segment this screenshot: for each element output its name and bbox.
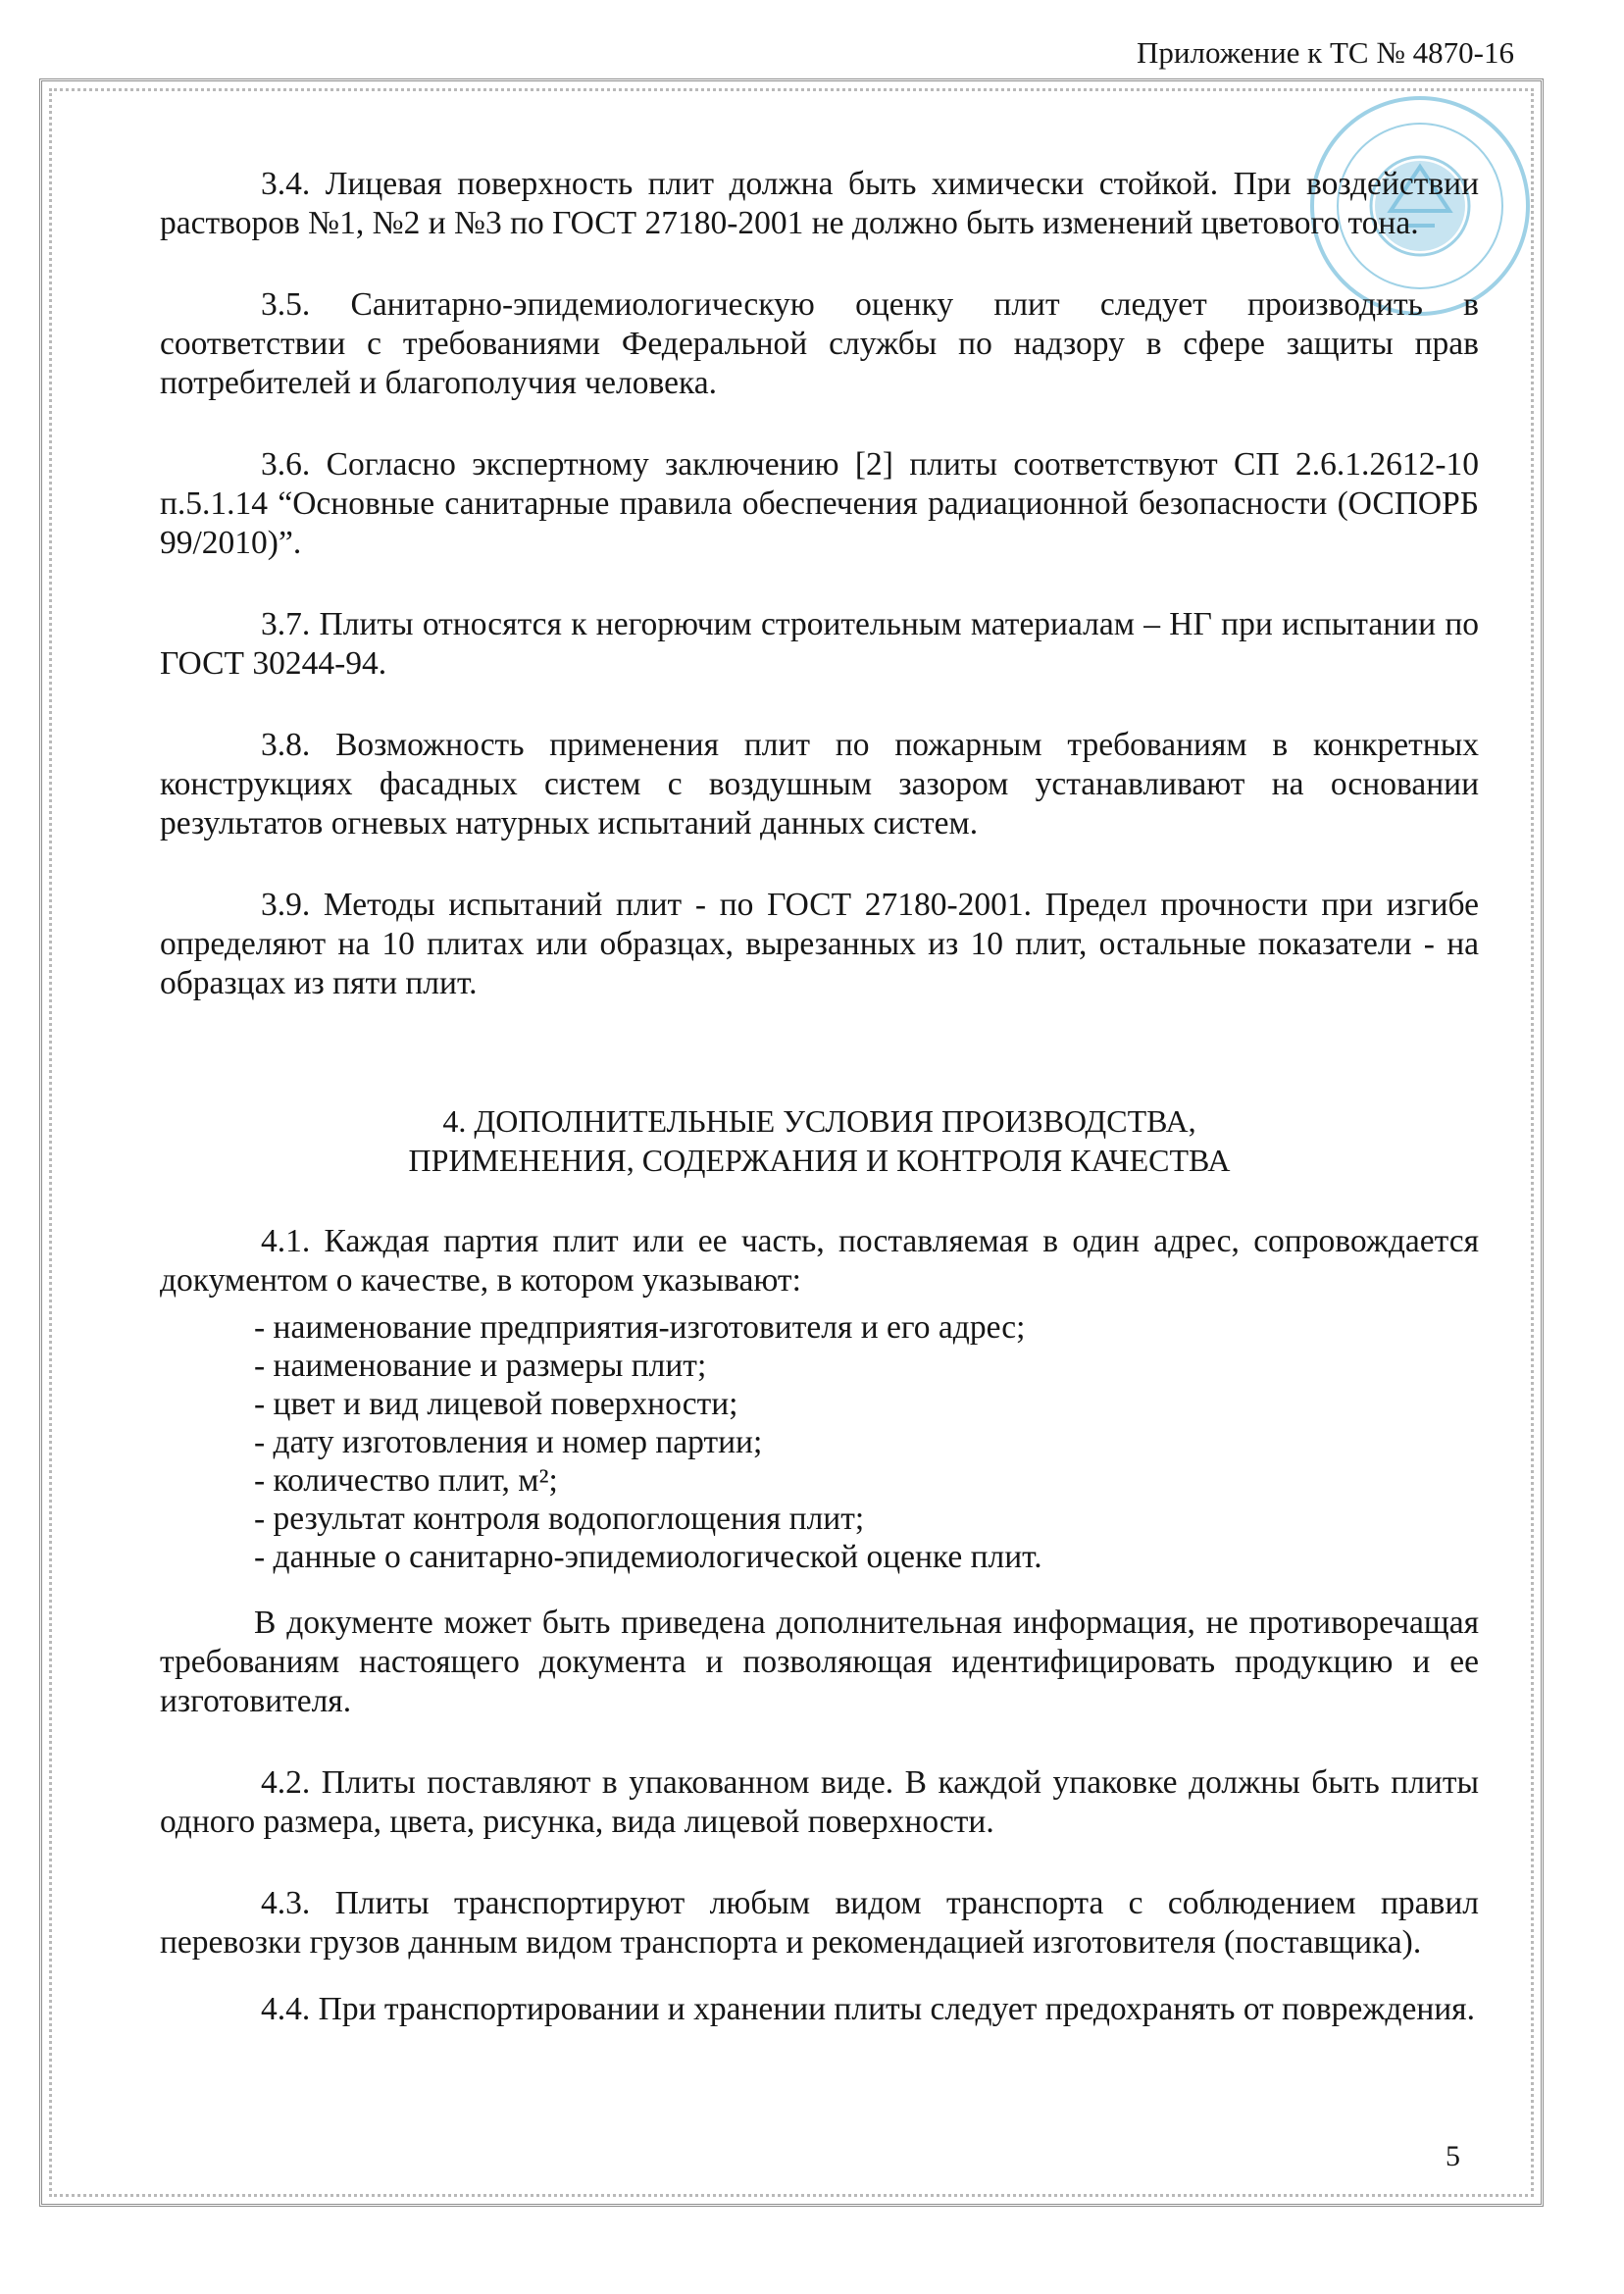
paragraph-3-7: 3.7. Плиты относятся к негорючим строительным материалам – НГ при испытании по ГОСТ 30244-94. [160, 606, 1479, 682]
paragraph-4-4: 4.4. При транспортировании и хранении плиты следует предохранять от повреждения. [261, 1991, 1475, 2027]
list-item: - количество плит, м²; [254, 1462, 558, 1499]
page-number: 5 [1446, 2140, 1460, 2172]
list-item: - цвет и вид лицевой поверхности; [254, 1386, 738, 1422]
section-4-heading [160, 1101, 1479, 1180]
section-4-heading-line-1: 4. ДОПОЛНИТЕЛЬНЫЕ УСЛОВИЯ ПРОИЗВОДСТВА, [442, 1103, 1196, 1139]
paragraph-4-3: 4.3. Плиты транспортируют любым видом транспорта с соблюдением правил перевозки грузов данным видом транспорта и рекомендацией изготовителя (поставщика). [160, 1885, 1479, 1961]
list-item: - данные о санитарно-эпидемиологической оценке плит. [254, 1539, 1042, 1575]
paragraph-4-2: 4.2. Плиты поставляют в упакованном виде. В каждой упаковке должны быть плиты одного размера, цвета, рисунка, вида лицевой поверхности. [160, 1764, 1479, 1840]
paragraph-3-5: 3.5. Санитарно-эпидемиологическую оценку плит следует производить в соответствии с требованиями Федеральной службы по надзору в сфере защиты прав потребителей и благополучия человека. [160, 286, 1479, 401]
paragraph-3-6: 3.6. Согласно экспертному заключению [2] плиты соответствуют СП 2.6.1.2612-10 п.5.1.14 “Основные санитарные правила обеспечения радиационной безопасности (ОСПОРБ 99/2010)”. [160, 446, 1479, 561]
quality-document-list [254, 1308, 1479, 1576]
paragraph-3-8: 3.8. Возможность применения плит по пожарным требованиям в конкретных конструкциях фасадных систем с воздушным зазором устанавливают на основании результатов огневых натурных испытаний данных систем. [160, 727, 1479, 841]
list-item: - наименование и размеры плит; [254, 1348, 707, 1384]
list-item: - дату изготовления и номер партии; [254, 1424, 763, 1460]
paragraph-3-9: 3.9. Методы испытаний плит - по ГОСТ 27180-2001. Предел прочности при изгибе определяют на 10 плитах или образцах, вырезанных из 10 плит, остальные показатели - на образцах из пяти плит. [160, 887, 1479, 1001]
document-reference-label: Приложение к ТС № 4870-16 [1137, 35, 1514, 70]
list-item: - результат контроля водопоглощения плит; [254, 1501, 865, 1537]
paragraph-3-4: 3.4. Лицевая поверхность плит должна быть химически стойкой. При воздействии растворов №1, №2 и №3 по ГОСТ 27180-2001 не должно быть изменений цветового тона. [160, 166, 1479, 241]
paragraph-4-1: 4.1. Каждая партия плит или ее часть, поставляемая в один адрес, сопровождается документом о качестве, в котором указывают: [160, 1223, 1479, 1299]
paragraph-4-1-note: В документе может быть приведена дополнительная информация, не противоречащая требованиям настоящего документа и позволяющая идентифицировать продукцию и ее изготовителя. [160, 1605, 1479, 1719]
list-item: - наименование предприятия-изготовителя и его адрес; [254, 1309, 1026, 1346]
section-4-heading-line-2: ПРИМЕНЕНИЯ, СОДЕРЖАНИЯ И КОНТРОЛЯ КАЧЕСТВА [408, 1143, 1231, 1178]
document-body [160, 165, 1479, 2029]
